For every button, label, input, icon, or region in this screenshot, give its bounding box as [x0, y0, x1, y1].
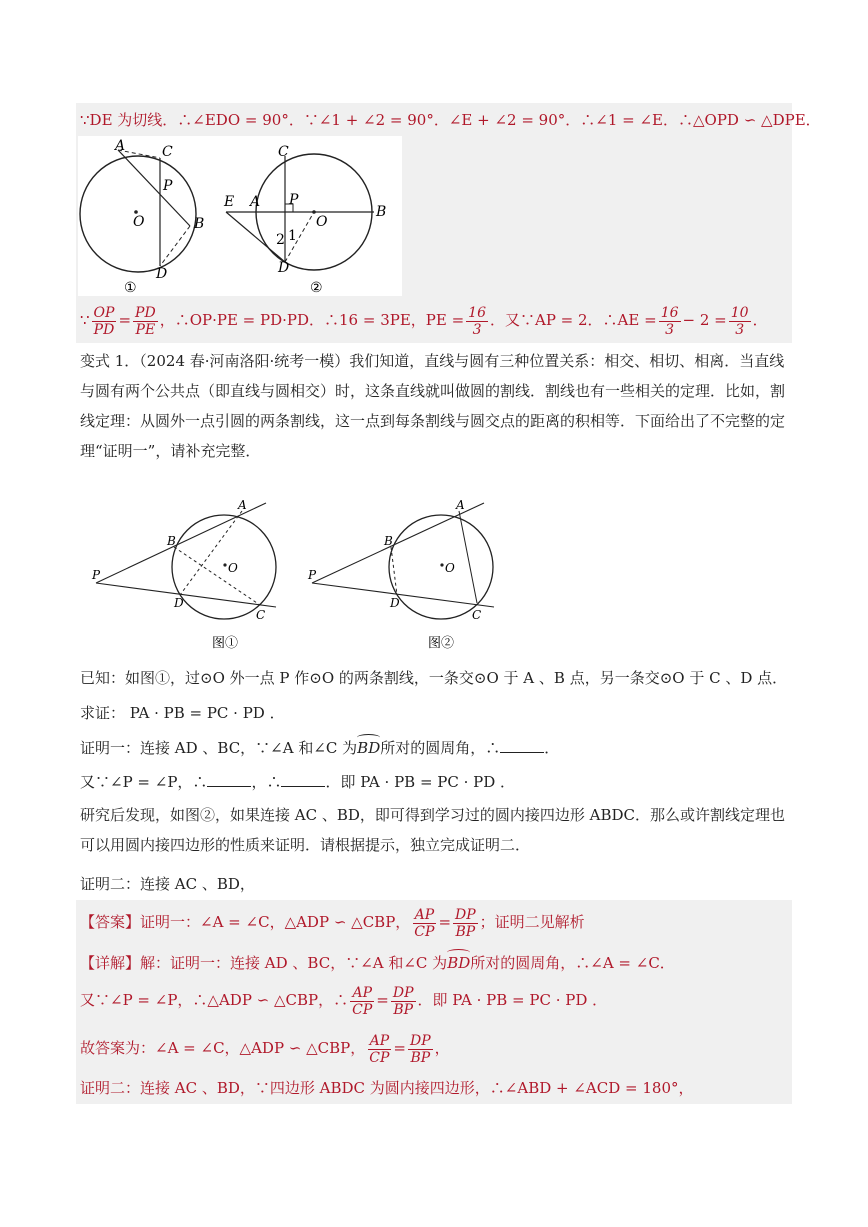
svg-text:①: ① — [124, 280, 137, 296]
svg-text:O: O — [316, 214, 328, 230]
known-line: 已知：如图①，过⊙O 外一点 P 作⊙O 的两条割线，一条交⊙O 于 A 、B 点，另一条交⊙O 于 C 、D 点． — [80, 669, 788, 687]
svg-text:2: 2 — [276, 232, 285, 248]
solution-line-1: ∵DE 为切线．∴∠EDO = 90°．∵∠1 + ∠2 = 90°．∠E + ∠2 = 90°．∴∠1 = ∠E．∴△OPD ∽ △DPE． — [80, 111, 821, 129]
so-answer-line: 故答案为：∠A = ∠C，△ADP ∽ △CBP， $\frac{AP}{CP}$ = $\frac{DP}{BP}$ ， — [80, 1032, 450, 1066]
proof2-line: 证明二：连接 AC 、BD， — [80, 875, 255, 893]
fraction: $\frac{AP}{CP}$ — [369, 1032, 390, 1066]
svg-text:A: A — [250, 194, 261, 210]
answer-blank[interactable] — [281, 772, 325, 787]
svg-text:B: B — [376, 204, 387, 220]
svg-text:B: B — [194, 216, 205, 232]
svg-text:P: P — [289, 192, 299, 208]
svg-text:D: D — [278, 260, 290, 276]
fraction: $\frac{PD}{PE}$ — [135, 304, 156, 338]
svg-text:A: A — [115, 138, 126, 154]
svg-text:D: D — [174, 596, 184, 610]
svg-text:O: O — [228, 561, 238, 575]
svg-text:A: A — [238, 498, 247, 512]
top-figures — [78, 136, 402, 296]
svg-text:E: E — [224, 194, 235, 210]
fraction: $\frac{OP}{PD}$ — [93, 304, 115, 338]
proof2-answer-line: 证明二：连接 AC 、BD，∵四边形 ABDC 为圆内接四边形，∴∠ABD + ∠ACD = 180°， — [80, 1079, 694, 1097]
svg-text:P: P — [163, 178, 173, 194]
fraction: $\frac{DP}{BP}$ — [392, 984, 414, 1018]
secant-figures — [88, 495, 508, 655]
svg-text:C: C — [256, 608, 266, 622]
svg-text:B: B — [167, 534, 176, 548]
fraction: $\frac{10}{3}$ — [730, 304, 749, 338]
svg-text:A: A — [456, 498, 465, 512]
figure-caption-2: 图② — [428, 636, 455, 651]
problem-statement: 变式 1．（2024 春·河南洛阳·统考一模）我们知道，直线与圆有三种位置关系：相交、相切、相离．当直线与圆有两个公共点（即直线与圆相交）时，这条直线就叫做圆的割线．割线也有一些相关的定理．比如，割线定理：从圆外一点引圆的两条割线，这一点到每条割线与圆交点的距离的积相等．下面给出了不完整的定理“证明一”，请补充完整． — [80, 352, 786, 460]
fraction: $\frac{16}{3}$ — [660, 304, 679, 338]
svg-text:1: 1 — [288, 228, 297, 244]
fraction: $\frac{DP}{BP}$ — [455, 906, 476, 940]
svg-text:②: ② — [310, 280, 323, 296]
svg-text:O: O — [445, 561, 455, 575]
answer-blank[interactable] — [207, 772, 251, 787]
fraction: $\frac{AP}{CP}$ — [352, 984, 373, 1018]
detail-line2: 又∵∠P = ∠P，∴△ADP ∽ △CBP，∴ $\frac{AP}{CP}$ = $\frac{DP}{BP}$ ．即 PA · PB = PC · PD ． — [80, 984, 608, 1018]
figure-caption-1: 图① — [212, 636, 239, 651]
svg-text:D: D — [156, 266, 168, 282]
svg-text:C: C — [472, 608, 482, 622]
research-paragraph: 研究后发现，如图②，如果连接 AC 、BD，即可得到学习过的圆内接四边形 ABDC．那么或许割线定理也可以用圆内接四边形的性质来证明．请根据提示，独立完成证明二． — [80, 806, 786, 854]
detail-line1: 【详解】解：证明一：连接 AD 、BC，∵∠A 和∠C 为BD所对的圆周角，∴∠A = ∠C． — [80, 954, 675, 972]
prove-line: 求证： PA · PB = PC · PD ． — [80, 704, 285, 722]
svg-text:P: P — [92, 568, 101, 582]
svg-text:D: D — [390, 596, 400, 610]
svg-text:C: C — [162, 144, 173, 160]
proof1-line2: 又∵∠P = ∠P，∴ ，∴ ．即 PA · PB = PC · PD ． — [80, 773, 516, 791]
svg-text:B: B — [384, 534, 393, 548]
fraction: $\frac{AP}{CP}$ — [414, 906, 435, 940]
fraction: $\frac{16}{3}$ — [468, 304, 486, 338]
svg-text:C: C — [278, 144, 289, 160]
solution-line-2: ∵ $\frac{OP}{PD}$ = $\frac{PD}{PE}$ ，∴OP·PE = PD·PD．∴16 = 3PE，PE = $\frac{16}{3}$ ．又∵AP = 2．∴AE = $\frac{16}{3}$ − 2 = $\frac{10}{3}$ ． — [80, 304, 768, 338]
answer-line: 【答案】证明一：∠A = ∠C，△ADP ∽ △CBP， $\frac{AP}{CP}$ = $\frac{DP}{BP}$ ；证明二见解析 — [80, 906, 585, 940]
answer-blank[interactable] — [500, 738, 544, 753]
proof1-line1: 证明一：连接 AD 、BC，∵∠A 和∠C 为BD所对的圆周角，∴ ． — [80, 739, 560, 757]
fraction: $\frac{DP}{BP}$ — [410, 1032, 431, 1066]
svg-text:P: P — [308, 568, 317, 582]
svg-text:O: O — [133, 214, 145, 230]
